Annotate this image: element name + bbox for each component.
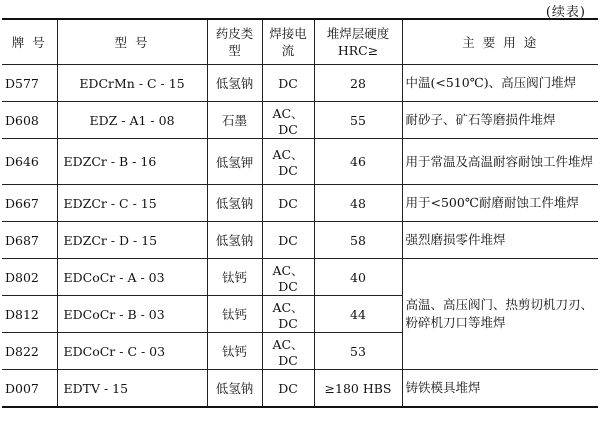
- cell-coating: 低氢钾: [207, 139, 262, 185]
- cell-model: EDZCr - D - 15: [57, 222, 207, 259]
- cell-grade: D687: [2, 222, 57, 259]
- cell-coating: 低氢钠: [207, 185, 262, 222]
- table-row: [2, 65, 598, 102]
- table-row: [2, 185, 598, 222]
- cell-usage-merged: 高温、高压阀门、热剪切机刀刃、粉碎机刀口等堆焊: [402, 259, 598, 370]
- table-row: [2, 139, 598, 185]
- cell-hardness: 40: [314, 259, 402, 296]
- cell-usage: 用于常温及高温耐容耐蚀工件堆焊: [402, 139, 598, 185]
- header-hardness: 堆焊层硬度HRC≥: [314, 19, 402, 65]
- cell-hardness: 58: [314, 222, 402, 259]
- cell-usage: 中温(<510℃)、高压阀门堆焊: [402, 65, 598, 102]
- cell-model: EDCrMn - C - 15: [57, 65, 207, 102]
- cell-hardness: 28: [314, 65, 402, 102]
- cell-usage: 用于<500℃耐磨耐蚀工件堆焊: [402, 185, 598, 222]
- cell-model: EDCoCr - C - 03: [57, 333, 207, 370]
- cell-current: AC、DC: [262, 333, 314, 370]
- cell-current: AC、DC: [262, 296, 314, 333]
- cell-coating: 钛钙: [207, 296, 262, 333]
- cell-coating: 钛钙: [207, 259, 262, 296]
- electrode-spec-table: [2, 18, 598, 408]
- cell-coating: 低氢钠: [207, 222, 262, 259]
- cell-model: EDCoCr - A - 03: [57, 259, 207, 296]
- cell-grade: D646: [2, 139, 57, 185]
- cell-coating: 低氢钠: [207, 65, 262, 102]
- cell-grade: D608: [2, 102, 57, 139]
- cell-grade: D822: [2, 333, 57, 370]
- cell-hardness: 48: [314, 185, 402, 222]
- cell-model: EDZ - A1 - 08: [57, 102, 207, 139]
- cell-model: EDZCr - B - 16: [57, 139, 207, 185]
- cell-hardness: ≥180 HBS: [314, 370, 402, 408]
- table-row: [2, 259, 598, 296]
- cell-grade: D577: [2, 65, 57, 102]
- cell-grade: D007: [2, 370, 57, 408]
- header-grade: 牌 号: [2, 19, 57, 65]
- cell-usage: 铸铁模具堆焊: [402, 370, 598, 408]
- cell-current: AC、DC: [262, 139, 314, 185]
- cell-model: EDZCr - C - 15: [57, 185, 207, 222]
- header-coating: 药皮类型: [207, 19, 262, 65]
- cell-hardness: 46: [314, 139, 402, 185]
- cell-usage: 耐砂子、矿石等磨损件堆焊: [402, 102, 598, 139]
- cell-model: EDTV - 15: [57, 370, 207, 408]
- table-row: [2, 222, 598, 259]
- cell-grade: D812: [2, 296, 57, 333]
- table-row: [2, 370, 598, 408]
- cell-current: AC、DC: [262, 259, 314, 296]
- cell-hardness: 53: [314, 333, 402, 370]
- table-header-row: [2, 19, 598, 65]
- cell-hardness: 55: [314, 102, 402, 139]
- cell-current: DC: [262, 185, 314, 222]
- cell-current: DC: [262, 65, 314, 102]
- cell-current: DC: [262, 222, 314, 259]
- continued-label: (续表): [545, 5, 586, 20]
- cell-hardness: 44: [314, 296, 402, 333]
- table-row: [2, 102, 598, 139]
- cell-usage: 强烈磨损零件堆焊: [402, 222, 598, 259]
- header-current: 焊接电流: [262, 19, 314, 65]
- cell-current: DC: [262, 370, 314, 408]
- cell-current: AC、DC: [262, 102, 314, 139]
- header-usage: 主 要 用 途: [402, 19, 598, 65]
- header-model: 型 号: [57, 19, 207, 65]
- cell-coating: 钛钙: [207, 333, 262, 370]
- cell-coating: 低氢钠: [207, 370, 262, 408]
- cell-model: EDCoCr - B - 03: [57, 296, 207, 333]
- cell-coating: 石墨: [207, 102, 262, 139]
- cell-grade: D802: [2, 259, 57, 296]
- cell-grade: D667: [2, 185, 57, 222]
